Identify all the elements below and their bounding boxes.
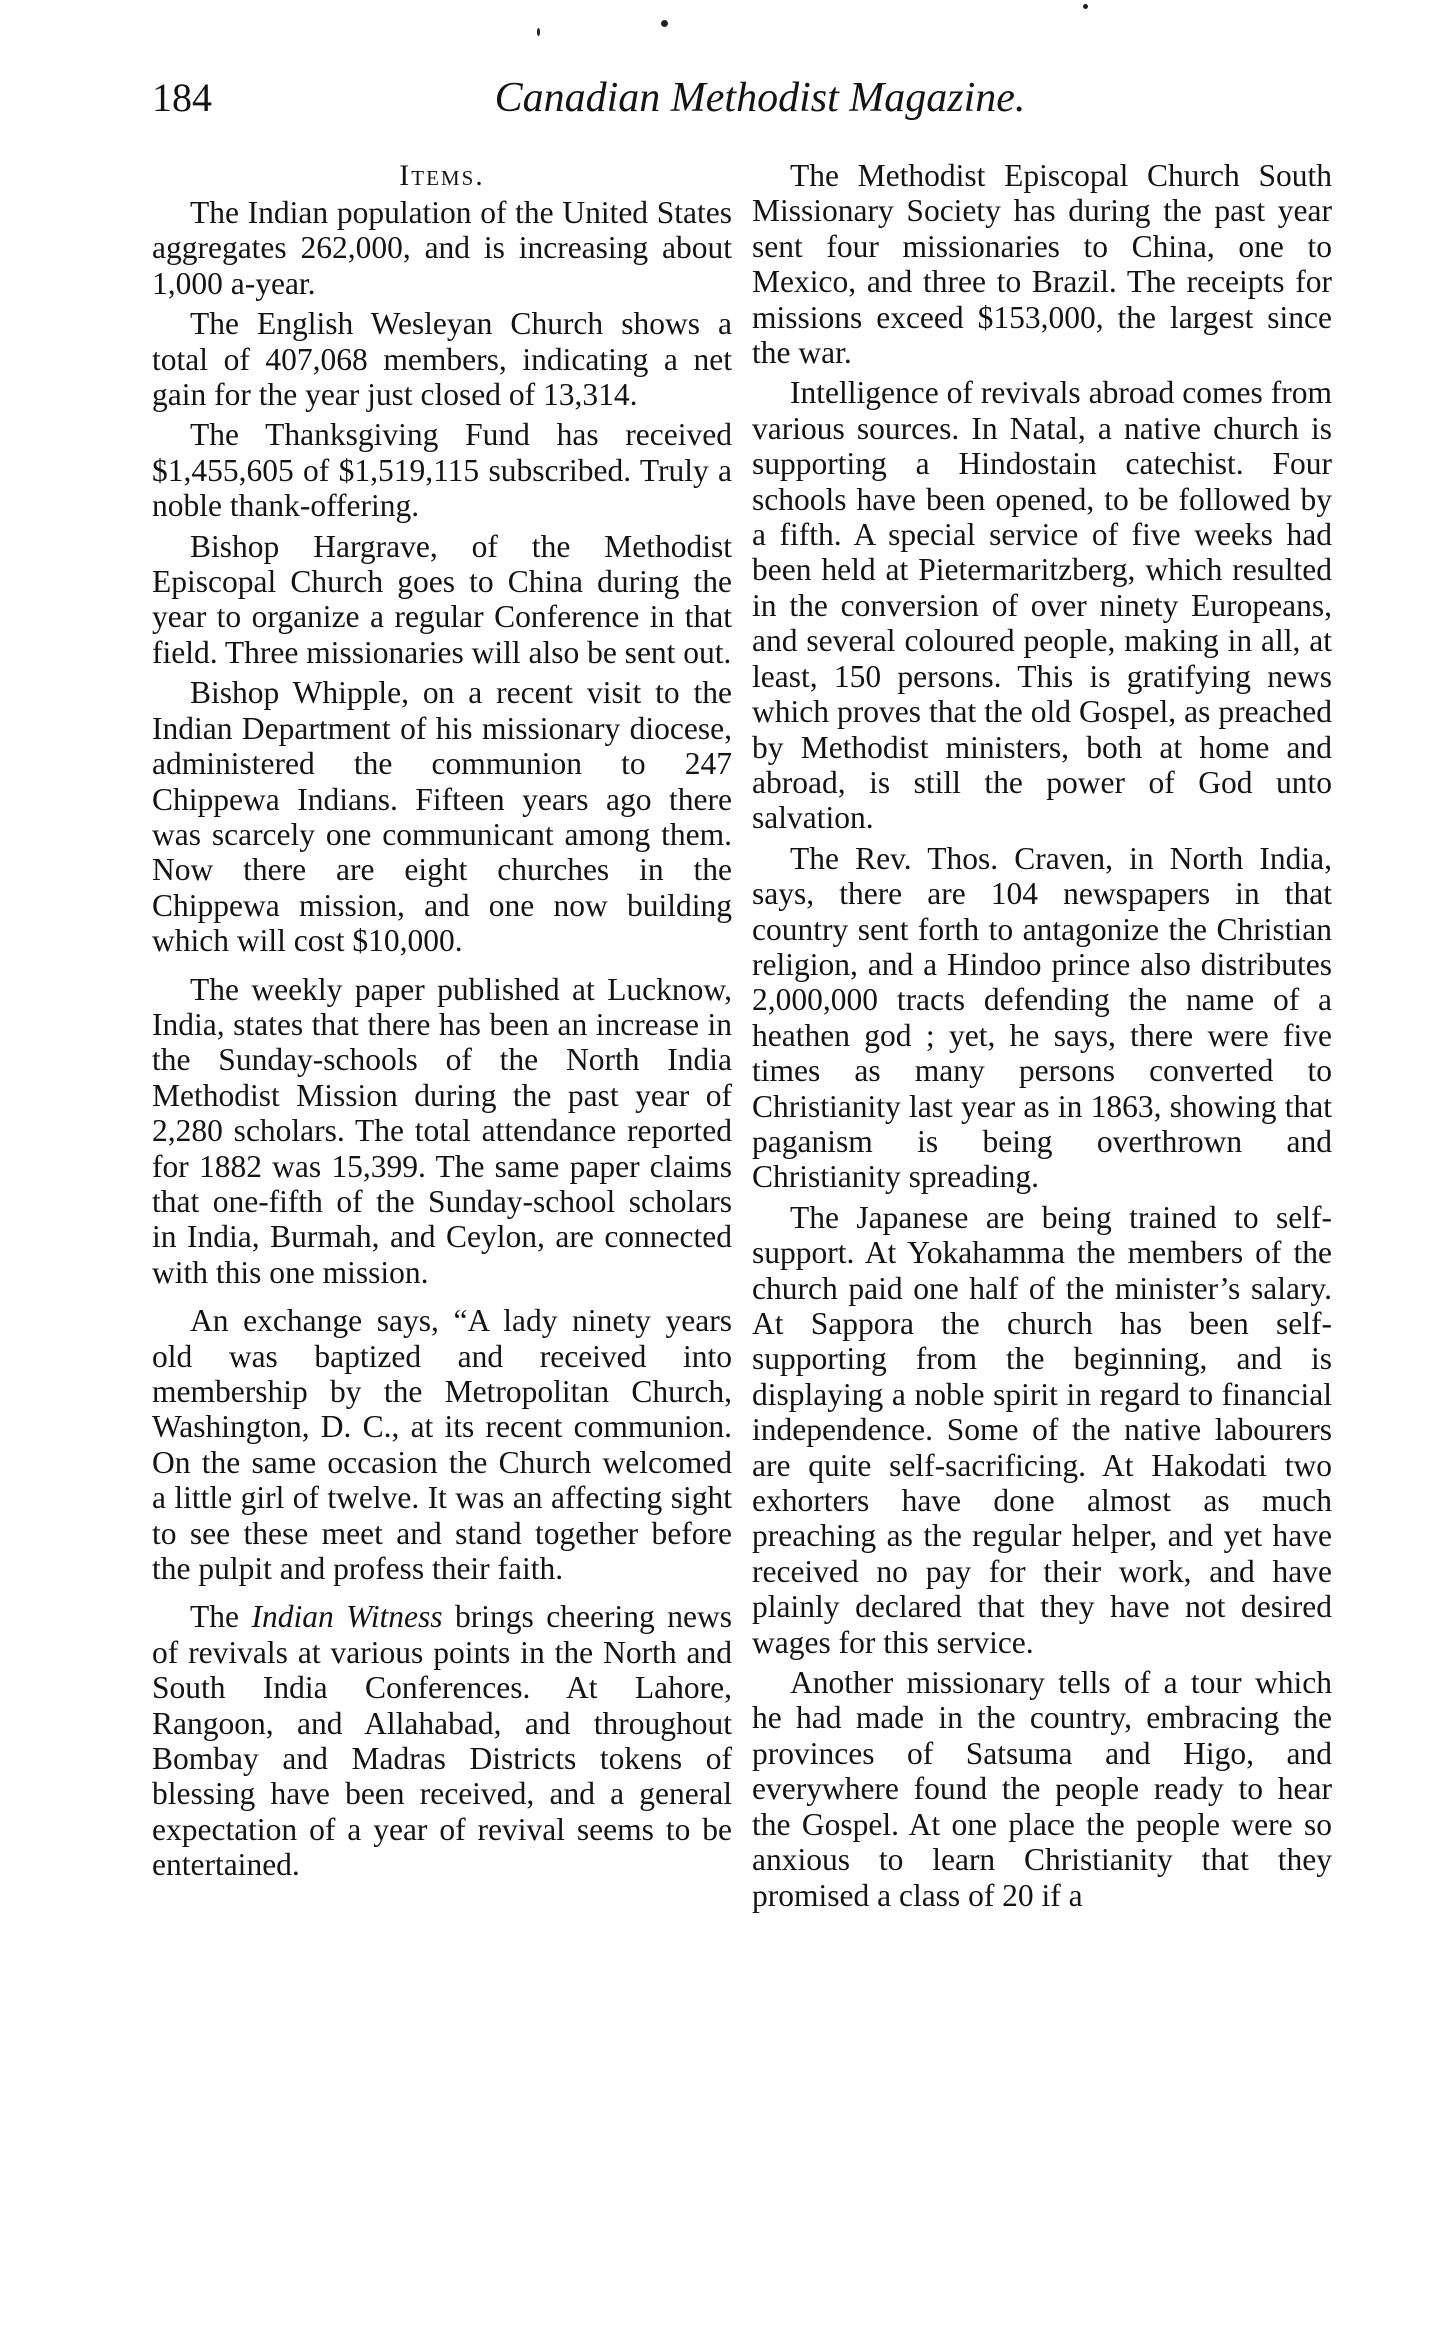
scan-speck xyxy=(537,28,540,36)
indian-witness-text: brings cheering news of revivals at various points in the North and South India Conferences. At Lahore, Rangoon, and Allahabad, and throughout Bombay and Madras Districts tokens of blessing have been received, and a general expectation of a year of revival seems to be entertained. xyxy=(152,1599,732,1883)
item-missionary-tour: Another missionary tells of a tour which he had made in the country, embracing the provinces of Satsuma and Higo, and everywhere found the people ready to hear the Gospel. At one place the people were so anxious to learn Christianity that they promised a class of 20 if a xyxy=(752,1665,1332,1913)
section-heading-items: Items. xyxy=(399,159,485,192)
item-bishop-hargrave: Bishop Hargrave, of the Methodist Episcopal Church goes to China during the year to organize a regular Conference in that field. Three missionaries will also be sent out. xyxy=(152,528,732,670)
scan-speck xyxy=(661,20,668,27)
scan-speck xyxy=(1083,4,1088,9)
item-bishop-whipple: Bishop Whipple, on a recent visit to the Indian Department of his missionary diocese, administered the communion to 247 Chippewa Indians. Fifteen years ago there was scarcely one communicant among them. Now there are eight churches in the Chippewa mission, and one now building which will cost $10,000. xyxy=(152,675,732,959)
indian-witness-title: Indian Witness xyxy=(251,1599,443,1635)
indian-witness-lead: The xyxy=(190,1599,252,1635)
item-rev-craven: The Rev. Thos. Craven, in North India, says, there are 104 newspapers in that country sent forth to antagonize the Christian religion, and a Hindoo prince also distributes 2,000,000 tracts defending the name of a heathen god ; yet, he says, there were five times as many persons converted to Christianity last year as in 1863, showing that paganism is being overthrown and Christianity spreading. xyxy=(752,840,1332,1195)
item-wesleyan-church: The English Wesleyan Church shows a total of 407,068 members, indicating a net gain for the year just closed of 13,314. xyxy=(152,306,732,413)
right-column xyxy=(752,158,1332,1918)
item-japanese-self-support: The Japanese are being trained to self-support. At Yokahamma the members of the church paid one half of the minister’s salary. At Sappora the church has been self-supporting from the beginning, and is displaying a noble spirit in regard to financial independence. Some of the native labourers are quite self-sacrificing. At Hakodati two exhorters have done almost as much preaching as the regular helper, and yet have received no pay for their work, and have plainly declared that they have not desired wages for this service. xyxy=(752,1199,1332,1660)
item-thanksgiving-fund: The Thanksgiving Fund has received $1,455,605 of $1,519,115 subscribed. Truly a noble thank-offering. xyxy=(152,417,732,524)
left-column xyxy=(152,158,732,1888)
item-indian-witness xyxy=(152,1599,732,1882)
page-header xyxy=(150,68,1330,128)
item-revivals-abroad: Intelligence of revivals abroad comes from various sources. In Natal, a native church is supporting a Hindostain catechist. Four schools have been opened, to be followed by a fifth. A special service of five weeks had been held at Pietermaritzberg, which resulted in the conversion of over ninety Europeans, and several coloured people, making in all, at least, 150 persons. This is gratifying news which proves that the old Gospel, as preached by Methodist ministers, both at home and abroad, is still the power of God unto salvation. xyxy=(752,375,1332,836)
item-indian-population: The Indian population of the United States aggregates 262,000, and is increasing about 1,000 a-year. xyxy=(152,195,732,301)
item-lucknow-paper: The weekly paper published at Lucknow, India, states that there has been an increase in the Sunday-schools of the North India Methodist Mission during the past year of 2,280 scholars. The total attendance reported for 1882 was 15,399. The same paper claims that one-fifth of the Sunday-school scholars in India, Burmah, and Ceylon, are connected with this one mission. xyxy=(152,971,732,1290)
item-lady-baptized: An exchange says, “A lady ninety years old was baptized and received into membership by the Metropolitan Church, Washington, D. C., at its recent communion. On the same occasion the Church welcomed a little girl of twelve. It was an affecting sight to see these meet and stand together before the pulpit and profess their faith. xyxy=(152,1303,732,1587)
running-title: Canadian Methodist Magazine. xyxy=(494,75,1026,121)
page-number: 184 xyxy=(152,75,212,120)
item-church-south-missions: The Methodist Episcopal Church South Missionary Society has during the past year sent four missionaries to China, one to Mexico, and three to Brazil. The receipts for missions exceed $153,000, the largest since the war. xyxy=(752,158,1332,371)
